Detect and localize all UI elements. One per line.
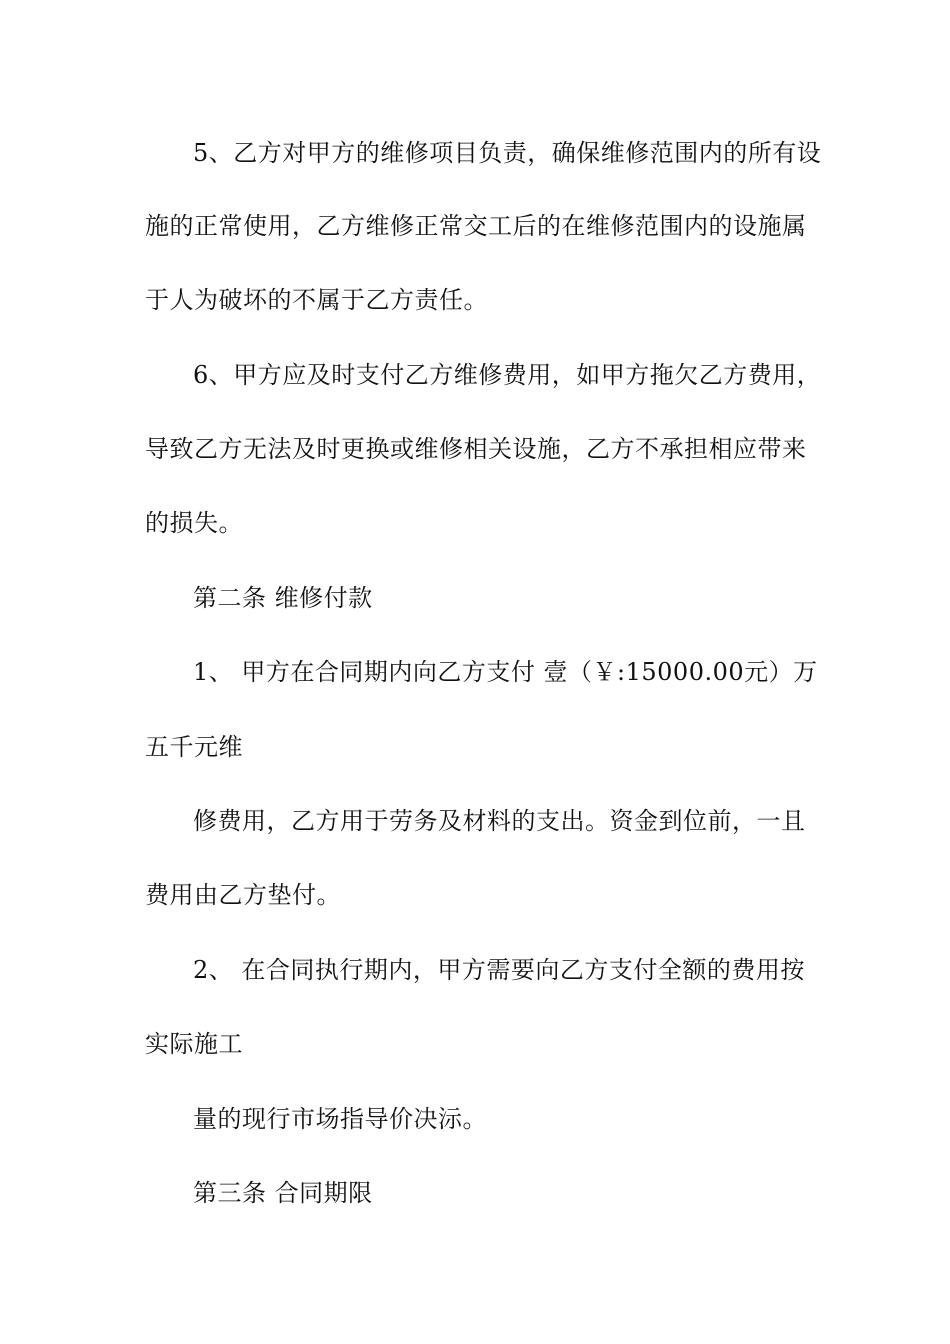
payment-item-2-line-3: 量的现行市场指导价决沶。 (193, 1105, 487, 1133)
payment-item-2-line-1: 2、 在合同执行期内，甲方需要向乙方支付全额的费用按 (193, 956, 805, 984)
clause-5-line-1: 5、乙方对甲方的维修项目负责，确保维修范围内的所有设 (193, 139, 822, 167)
article-3-heading: 第三条 合同期限 (193, 1179, 373, 1207)
article-2-heading: 第二条 维修付款 (193, 584, 373, 612)
payment-item-1-line-4: 费用由乙方垫付。 (145, 881, 341, 909)
payment-item-1-line-3: 修费用，乙方用于劳务及材料的支出。资金到位前，一且 (193, 807, 806, 835)
clause-6-line-2: 导致乙方无法及时更换或维修相关设施，乙方不承担相应带来 (145, 435, 807, 463)
clause-6-line-1: 6、甲方应及时支付乙方维修费用，如甲方拖欠乙方费用， (193, 361, 822, 389)
payment-item-2-line-2: 实际施工 (145, 1030, 243, 1058)
payment-item-1-line-1: 1、 甲方在合同期内向乙方支付 壹（￥:15000.00元）万 (193, 658, 818, 686)
payment-item-1-line-2: 五千元维 (145, 733, 243, 761)
clause-5-line-2: 施的正常使用，乙方维修正常交工后的在维修范围内的设施属 (145, 212, 807, 240)
clause-6-line-3: 的损失。 (145, 509, 243, 537)
clause-5-line-3: 于人为破坏的不属于乙方责任。 (145, 286, 488, 314)
